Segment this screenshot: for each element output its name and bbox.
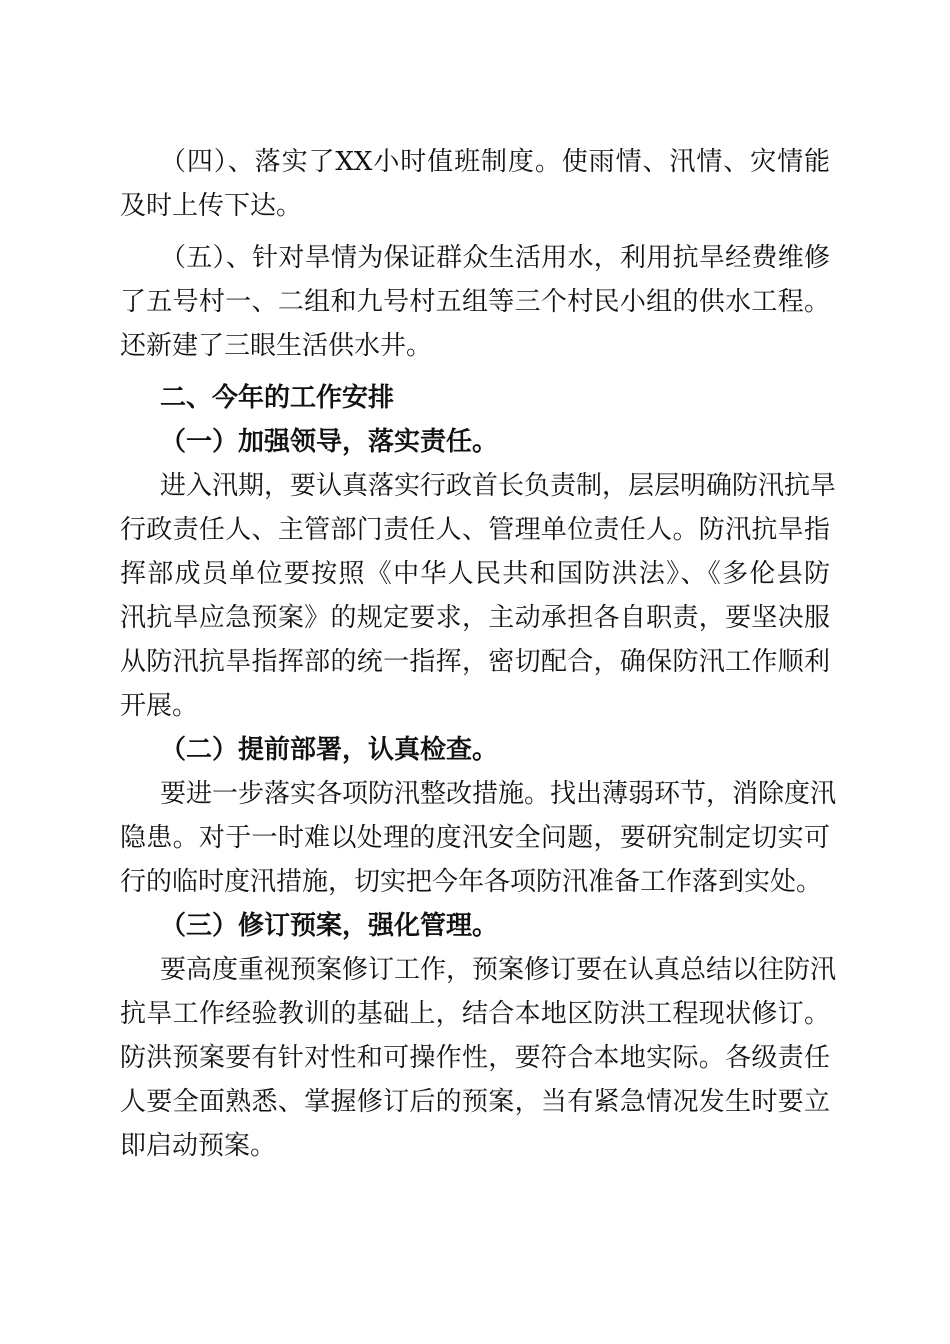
paragraph-line: 行的临时度汛措施，切实把今年各项防汛准备工作落到实处。: [120, 867, 823, 897]
paragraph-line: 汛抗旱应急预案》的规定要求，主动承担各自职责，要坚决服: [120, 603, 830, 633]
paragraph-line: 隐患。对于一时难以处理的度汛安全问题，要研究制定切实可: [120, 823, 830, 853]
paragraph-line: 抗旱工作经验教训的基础上，结合本地区防洪工程现状修订。: [120, 999, 830, 1029]
paragraph-line: 要高度重视预案修订工作，预案修订要在认真总结以往防汛: [160, 955, 837, 985]
paragraph-line: 挥部成员单位要按照《中华人民共和国防洪法》、《多伦县防: [120, 559, 830, 589]
paragraph-line: 了五号村一、二组和九号村五组等三个村民小组的供水工程。: [120, 287, 830, 317]
paragraph-line: （四）、落实了XX小时值班制度。使雨情、汛情、灾情能: [160, 147, 830, 177]
paragraph-line: 要进一步落实各项防汛整改措施。找出薄弱环节，消除度汛: [160, 779, 837, 809]
subsection-body-2: [120, 772, 837, 904]
paragraph-line: （五）、针对旱情为保证群众生活用水，利用抗旱经费维修: [160, 243, 830, 273]
paragraph-item-5: [120, 236, 830, 368]
document-page: [120, 140, 837, 1168]
subsection-title-2: （二）提前部署，认真检查。: [160, 735, 499, 765]
paragraph-item-4: [120, 140, 830, 228]
subsection-title-1: （一）加强领导，落实责任。: [160, 427, 499, 457]
paragraph-line: 进入汛期，要认真落实行政首长负责制，层层明确防汛抗旱: [160, 471, 837, 501]
paragraph-line: 行政责任人、主管部门责任人、管理单位责任人。防汛抗旱指: [120, 515, 830, 545]
paragraph-line: 人要全面熟悉、掌握修订后的预案，当有紧急情况发生时要立: [120, 1087, 830, 1117]
subsection-body-1: [120, 464, 837, 728]
section-heading: 二、今年的工作安排: [160, 383, 395, 413]
paragraph-line: 即启动预案。: [120, 1131, 277, 1161]
paragraph-line: 防洪预案要有针对性和可操作性，要符合本地实际。各级责任: [120, 1043, 830, 1073]
subsection-title-3: （三）修订预案，强化管理。: [160, 911, 499, 941]
paragraph-line: 从防汛抗旱指挥部的统一指挥，密切配合，确保防汛工作顺利: [120, 647, 830, 677]
paragraph-line: 还新建了三眼生活供水井。: [120, 331, 433, 361]
paragraph-line: 及时上传下达。: [120, 191, 303, 221]
paragraph-line: 开展。: [120, 691, 199, 721]
subsection-body-3: [120, 948, 837, 1168]
